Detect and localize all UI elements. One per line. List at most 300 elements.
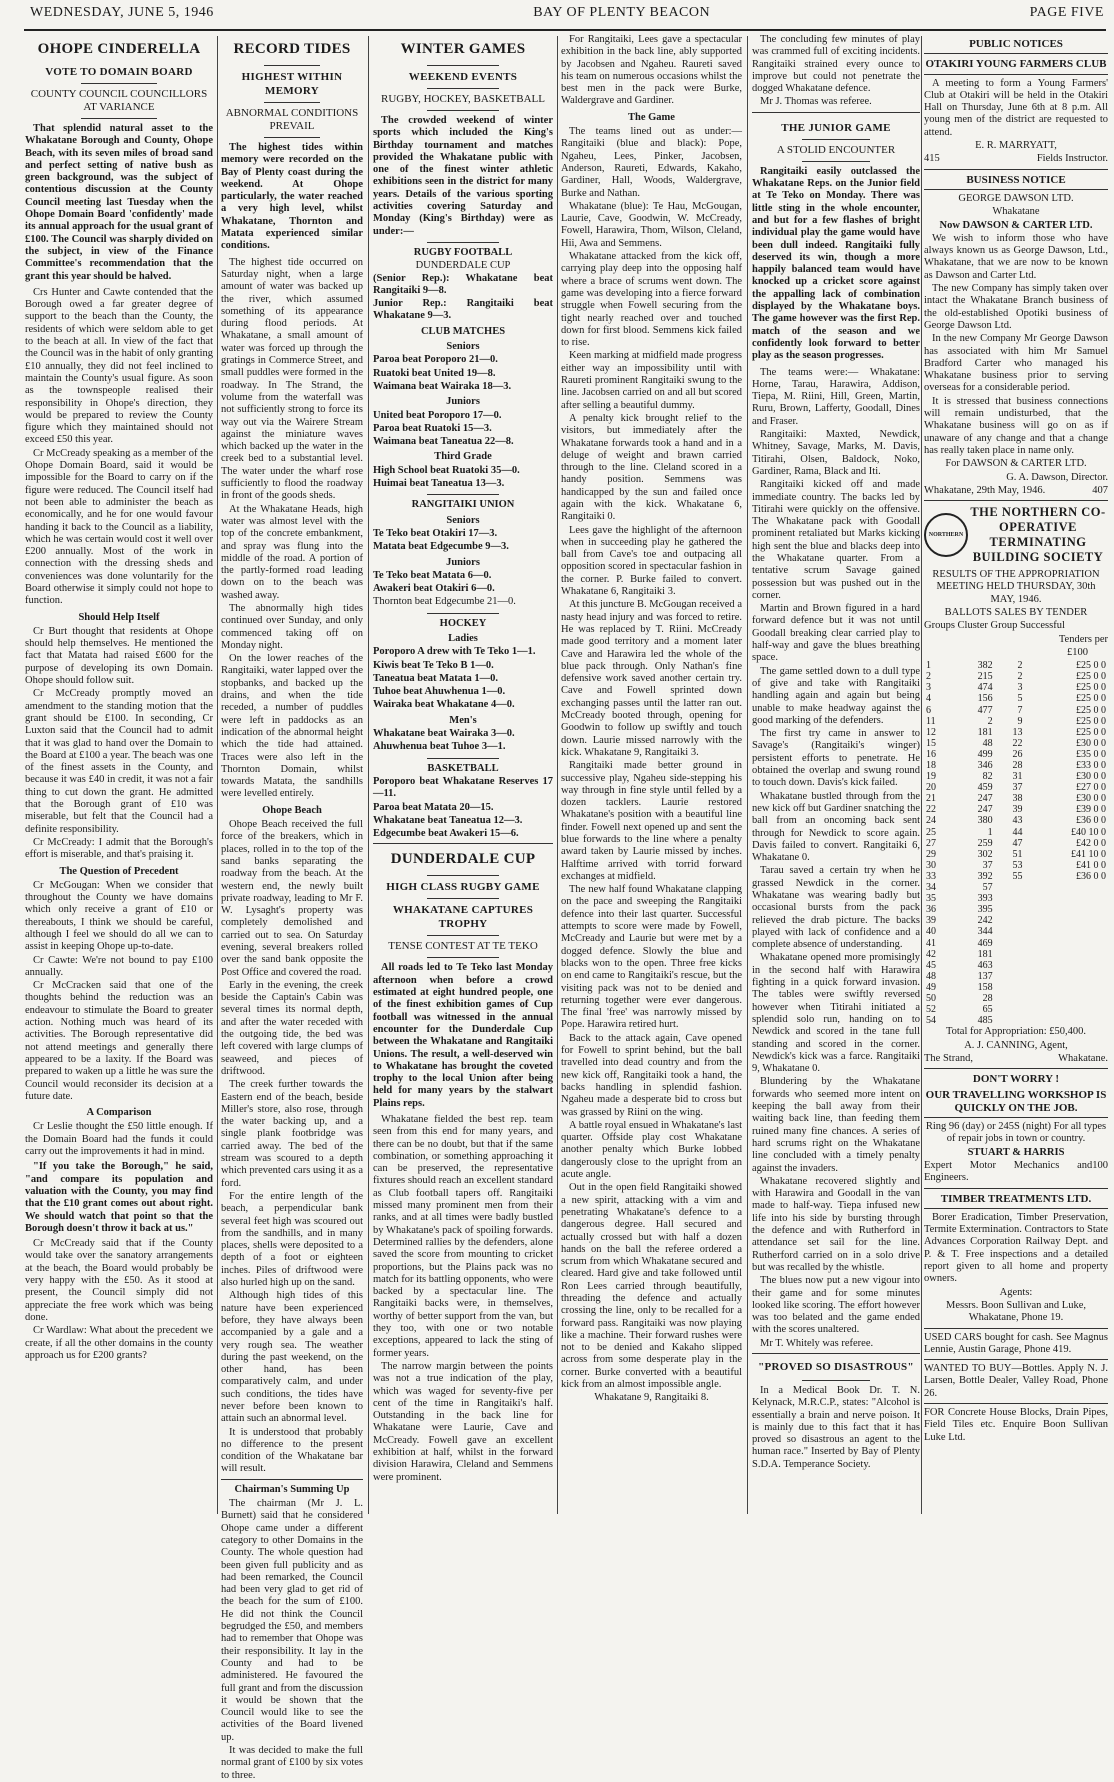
table-cell: 28 (1012, 760, 1023, 772)
table-cell: 31 (1012, 771, 1023, 783)
table-cell: 392 (977, 870, 993, 882)
table-cell (995, 982, 1025, 993)
subheading: Third Grade (434, 451, 492, 463)
table-cell: £36 0 0 (1076, 815, 1106, 827)
divider (924, 1068, 1108, 1069)
divider (924, 53, 1108, 54)
table-cell (1025, 993, 1108, 1004)
table-cell: 38 (1012, 793, 1023, 805)
section-heading: RUGBY FOOTBALL (413, 246, 513, 258)
ad-footer (924, 1160, 1108, 1185)
results-heading: RESULTS OF THE APPROPRIATION MEETING HELD THURSDAY, 30th MAY, 1946. (932, 569, 1100, 605)
divider (427, 110, 499, 111)
table-cell: 18 (926, 760, 936, 772)
table-cell: 26 (1012, 748, 1023, 760)
paragraph: The abnormally high tides continued over Sunday, and only commenced taking off on Monday night. (221, 602, 363, 651)
paragraph: The concluding few minutes of play was crammed full of exciting incidents. Rangitaiki strained every ounce to improve but could not penetrate the dogged Whakatane defence. (752, 34, 920, 95)
result: High School beat Ruatoki 35—0. (373, 464, 520, 476)
table-cell: 65 (982, 1004, 993, 1016)
table-cell: 259 (977, 837, 993, 849)
paragraph: Cr Leslie thought the £50 little enough. If the Domain Board had the funds it could carry out the improvements it had in mind. (25, 1121, 213, 1158)
result: Matata beat Edgecumbe 9—3. (373, 541, 509, 553)
subheading: Seniors (446, 514, 480, 526)
table-cell: £25 0 0 (1076, 715, 1106, 727)
result: Waimana beat Wairaka 18—3. (373, 380, 512, 392)
divider (924, 1403, 1108, 1404)
table-cell: 2 (1017, 660, 1023, 672)
divider (924, 1208, 1108, 1209)
divider (264, 102, 321, 103)
table-row (924, 671, 1108, 682)
table-cell (1025, 971, 1108, 982)
table-cell: 50 (926, 992, 936, 1004)
agent-name: A. J. CANNING, Agent, (964, 1039, 1068, 1051)
result: Poroporo A drew with Te Teko 1—1. (373, 646, 536, 658)
section-heading: BASKETBALL (427, 762, 499, 774)
table-cell: 485 (977, 1015, 993, 1027)
table-cell: 474 (977, 682, 993, 694)
table-row (924, 760, 1108, 771)
notice-text: We wish to inform those who have always known us as George Dawson, Ltd., Whakatane, that we are now to be known as Dawson and Carter Ltd. (924, 232, 1108, 281)
table-cell: 13 (1012, 726, 1023, 738)
headline: OHOPE CINDERELLA (37, 41, 201, 57)
table-cell (995, 904, 1025, 915)
table-cell (1025, 938, 1108, 949)
table-cell: 9 (1017, 715, 1023, 727)
table-cell: 28 (982, 992, 993, 1004)
result: Kiwis beat Te Teko B 1—0. (373, 659, 494, 671)
table-cell: 27 (926, 837, 936, 849)
table-cell: £30 0 0 (1076, 793, 1106, 805)
result: United beat Poroporo 17—0. (373, 409, 502, 421)
divider (427, 494, 499, 495)
table-cell: £30 0 0 (1076, 737, 1106, 749)
ad-text: Ring 96 (day) or 245S (night) For all types of repair jobs in town or country. (925, 1121, 1107, 1145)
ballots-heading: BALLOTS SALES BY TENDER (944, 606, 1088, 618)
table-cell: 395 (977, 904, 993, 916)
column-divider (217, 36, 218, 1514)
paragraph: Rangitaiki kicked off and made immediate country. The backs led by Titirahi were quickly on the offensive. The Whakatane pack with Goodall prominent retaliated but Marks kicking high sent the blue and blacks deep into the Whakatane quarter. From a tentative scrum Savage gained possession but was pushed out in the corner. (752, 479, 920, 601)
table-cell: 22 (1012, 737, 1023, 749)
agent-street: The Strand, (924, 1052, 973, 1064)
divider (264, 137, 321, 138)
divider (924, 189, 1108, 190)
table-cell: £25 0 0 (1076, 704, 1106, 716)
result: Poroporo beat Whakatane Reserves 17—11. (373, 775, 553, 800)
table-row (924, 871, 1108, 882)
subheading: DUNDERDALE CUP (415, 260, 511, 272)
table-cell: £39 0 0 (1076, 804, 1106, 816)
table-row (924, 949, 1108, 960)
table-cell: 346 (977, 760, 993, 772)
firm-new-name: Now DAWSON & CARTER LTD. (939, 219, 1093, 231)
table-cell: 36 (926, 904, 936, 916)
table-row (924, 827, 1108, 838)
table-cell: £30 0 0 (1076, 771, 1106, 783)
deck: WEEKEND EVENTS (408, 71, 518, 83)
table-cell (1025, 926, 1108, 937)
table-cell: 382 (977, 660, 993, 672)
table-header: Groups Cluster Group Successful (924, 620, 1065, 632)
table-cell: £36 0 0 (1076, 870, 1106, 882)
paragraph: Cr McCready speaking as a member of the Ohope Domain Board, said it would be impossible for the Board to carry on if the figure were reduced. The Council itself had not been able to administer the beach as economically, and he for one would favour handing it back to the Council as a liability, which he was certain would cost it well over £200 annually. Most of the work in connection with the dressing sheds and conveniences was done voluntarily for the Board otherwise it simply could not hope to function. (25, 447, 213, 607)
agent-town: Whakatane. (1058, 1052, 1108, 1064)
table-cell: 11 (926, 715, 936, 727)
headline: WINTER GAMES (400, 41, 526, 57)
ad-heading: TIMBER TREATMENTS LTD. (940, 1192, 1092, 1205)
divider (427, 898, 499, 899)
paragraph: The game settled down to a dull type of give and take with Rangitaiki handling again and again but being unable to make headway against the good marking of the defenders. (752, 665, 920, 726)
agent-address (924, 1053, 1108, 1065)
notice-text: In the new Company Mr George Dawson has associated with him Mr Samuel Bradford Carter who managed his Whakatane business prior to serving overseas for a considerable period. (924, 333, 1108, 394)
table-cell: 44 (1012, 826, 1023, 838)
table-cell: 15 (926, 737, 936, 749)
table-cell: 45 (926, 959, 936, 971)
table-cell: 247 (977, 804, 993, 816)
result: Paroa beat Matata 20—15. (373, 801, 494, 813)
paragraph: For Rangitaiki, Lees gave a spectacular exhibition in the back line, ably supported by Jacobsen and Ngaheu. Raureti saved his team on numerous occasions whilst the best men in the pack were Burke, Waldergrave and Gardiner. (561, 34, 742, 107)
paragraph: A battle royal ensued in Whakatane's last quarter. Offside play cost Whakatane another penalty which Burke lobbed dangerously close to the upright from an acute angle. (561, 1119, 742, 1181)
paragraph: Blundering by the Whakatane forwards who seemed more intent on keeping the ball away from their waiting back line, than feeding them ruined many fine chances. A series of hard scrums right on the Whakatane line concluded with a timely penalty against the invaders. (752, 1076, 920, 1174)
table-row (924, 960, 1108, 971)
column-divider (368, 36, 369, 1514)
society-name: THE NORTHERN CO-OPERATIVE TERMINATING BUILDING SOCIETY (970, 505, 1106, 565)
table-cell: 35 (926, 893, 936, 905)
paragraph: A penalty kick brought relief to the visitors, but immediately after the Whakatane forwards took a hand and in a deluge of weight and brawn carried through to the line. Cleland scored in a handy position. Semmens was handicapped by the sun and failed once again with the kick. Whakatane 6, Rangitaiki 0. (561, 412, 742, 523)
article-dunderdale-cup-continued (561, 34, 742, 1516)
table-cell: 55 (1012, 870, 1023, 882)
table-cell: 21 (926, 793, 936, 805)
section-heading: HOCKEY (439, 617, 487, 629)
table-cell: 53 (1012, 859, 1023, 871)
notice-signature: E. R. MARRYATT, (975, 140, 1057, 152)
result: Ahuwhenua beat Tuhoe 3—1. (373, 741, 506, 753)
lead-paragraph: That splendid natural asset to the Whakatane Borough and County, Ohope Beach, with its seven miles of broad sand and perfect setting of native bush as green background, was the subject of contentious discussion at the County Council meeting last Tuesday when the Ohope Domain Board 'confidently' made its annual approach for the usual grant of £100. The Council was sharply divided on the subject, in view of the Finance Committee's recommendation that the grant this year should be halved. (25, 123, 213, 282)
paragraph: Out in the open field Rangitaiki showed a new spirit, attacking with a vim and penetrating Whakatane's defence to a dangerous degree. Hall secured and actually crossed but with half a dozen hands on the ball the referee ordered a scrum from which Whakatane secured and cleared. Hard give and take followed until Ron Lees carried through beautifully, threading the defence and actually crossing the line, only to be recalled for a forward pass. Rangitaiki was now playing like a machine. Their forward rushes were not to be denied and Kakaho slipped across from some desperate play in the corner. Burke converted with a beautiful kick from an almost impossible angle. (561, 1182, 742, 1391)
divider (427, 935, 499, 936)
table-row (924, 982, 1108, 993)
divider (427, 613, 499, 614)
table-cell: £42 0 0 (1076, 837, 1106, 849)
result: Paroa beat Poroporo 21—0. (373, 354, 498, 366)
table-cell: 30 (926, 859, 936, 871)
ad-ref: 100 (1092, 1159, 1108, 1171)
table-cell: £25 0 0 (1076, 726, 1106, 738)
table-cell (995, 926, 1025, 937)
table-cell: 37 (982, 859, 993, 871)
table-cell: £25 0 0 (1076, 671, 1106, 683)
paragraph: Crs Hunter and Cawte contended that the Borough owed a far greater degree of support to the beach than the County, the residents of which were seldom able to get to the beach at all. In view of the fact that the Council was in the habit of only granting £10 annually, they did not feel inclined to maintain the County's usual figure. As soon as the townspeople realised their responsibility in Ohope's direction, they would be prepared to review the County figure which they maintained should not exceed £50 this year. (25, 286, 213, 446)
table-cell: 42 (926, 948, 936, 960)
paper-title: BAY OF PLENTY BEACON (533, 5, 711, 20)
notice-heading: OTAKIRI YOUNG FARMERS CLUB (925, 58, 1107, 71)
table-cell: 1 (987, 826, 993, 838)
divider (924, 500, 1108, 501)
paragraph: At this juncture B. McGougan received a nasty head injury and was forced to retire. He was replaced by T. Riini. McCready made good territory and a moment later Cave and Harawira led the whole of the blue pack through. Only Nathan's fine defensive work saved another certain try. Cave and Fowell sprinted down exchanging passes until the latter ran out. McCready booted through, opening for Goodwin to follow up swiftly and touch down. Laurie missed narrowly with the kick. Whakatane 9, Rangitaiki 3. (561, 599, 742, 758)
table-row (924, 660, 1108, 671)
result: Huimai beat Taneatua 13—3. (373, 478, 505, 490)
table-cell (1025, 949, 1108, 960)
deck: RUGBY, HOCKEY, BASKETBALL (380, 93, 545, 105)
table-cell: 57 (982, 882, 993, 894)
paragraph: Lees gave the highlight of the afternoon when in succeeding play he gathered the ball from Cave's toe and outpacing all opposition scored in spectacular fashion in the corner. P. Burke failed to convert. Whakatane 6, Rangitaiki 3. (561, 524, 742, 598)
table-cell (995, 1015, 1025, 1026)
divider (427, 88, 499, 89)
classified-ad: USED CARS bought for cash. See Magnus Lennie, Austin Garage, Phone 419. (924, 1331, 1108, 1355)
table-cell: 22 (926, 804, 936, 816)
paragraph: Cr McCready: I admit that the Borough's effort is miserable, and that's praising it. (25, 836, 213, 861)
table-row (924, 782, 1108, 793)
paragraph: Mr J. Thomas was referee. (760, 96, 872, 108)
subheading: Should Help Itself (78, 611, 160, 623)
paragraph: At the Whakatane Heads, high water was almost level with the top of the concrete embankment, and spray was flung into the middle of the road. A portion of the partly-formed road leading down on to the beach was washed away. (221, 503, 363, 601)
table-cell: 37 (1012, 782, 1023, 794)
table-row (924, 904, 1108, 915)
table-cell: £35 0 0 (1076, 748, 1106, 760)
table-cell: 1 (926, 660, 931, 672)
paragraph: Although high tides of this nature have been experienced before, they have always been accompanied by a gale and a very rough sea. The weather during the past weekend, on the other hand, has been comparatively calm, and under such conditions, the tides have never before been known to attain such an abnormal level. (221, 1290, 363, 1425)
deck: ABNORMAL CONDITIONS PREVAIL (225, 107, 359, 132)
deck: HIGHEST WITHIN MEMORY (241, 71, 343, 97)
subheading: CLUB MATCHES (420, 325, 506, 337)
table-row (924, 727, 1108, 738)
divider (752, 1353, 920, 1354)
result: Thornton beat Edgecumbe 21—0. (373, 596, 516, 608)
classified-ad: WANTED TO BUY—Bottles. Apply N. J. Larsen, Bottle Dealer, Valley Road, Phone 26. (924, 1363, 1108, 1399)
table-cell: 39 (1012, 804, 1023, 816)
table-cell (1025, 915, 1108, 926)
table-cell: 29 (926, 848, 936, 860)
paragraph: Whakatane recovered slightly and with Harawira and Goodall in the van made to half-way. Tiepa infused new life into his side by bursting through the defence and with Rutherford in attendance set sail for the line. Rutherford carried on in a solo drive but was recalled by the whistle. (752, 1175, 920, 1273)
society-seal (924, 513, 968, 557)
table-cell: 49 (926, 981, 936, 993)
table-row (924, 682, 1108, 693)
table-row (924, 693, 1108, 704)
table-cell: £33 0 0 (1076, 760, 1106, 772)
notice-footer (924, 153, 1108, 165)
paragraph: For the entire length of the beach, a perpendicular bank several feet high was scoured out from the sandhills, and in many places, shells were deposited to a depth of a foot or eighteen inches. Piles of driftwood were also hurled high up on the sand. (221, 1190, 363, 1289)
lead-paragraph: The crowded weekend of winter sports which included the King's Birthday tournament and matches provided the Whakatane public with one of the finest winter athletic exhibitions seen in the district for many years. Details of the various sporting activities covering Saturday and Monday (King's Birthday) were as under:— (373, 115, 553, 237)
paragraph: Back to the attack again, Cave opened for Fowell to sprint behind, but the ball travelled into dead country and from the new kick off, Rangitaiki took a hand, the backs handling in splendid fashion. Ngaheu made a desperate bid to cross but was grassed by Riini on the wing. (561, 1032, 742, 1118)
table-cell: £25 0 0 (1076, 682, 1106, 694)
paragraph: Whakatane attacked from the kick off, carrying play deep into the opposing half where a brace of scrums went down. The game was developing into a fierce forward struggle when Fowell securing from the tight nearly reached over and touched down for first blood. Semmens kick failed to rise. (561, 251, 742, 349)
paragraph: Cr Cawte: We're not bound to pay £100 annually. (25, 954, 213, 978)
classified-ad: FOR Concrete House Blocks, Drain Pipes, Field Tiles etc. Enquire Boon Sullivan Luke Ltd. (924, 1406, 1108, 1443)
table-row (924, 749, 1108, 760)
subheading: Chairman's Summing Up (234, 1483, 350, 1495)
table-cell: 41 (926, 937, 936, 949)
column-divider (921, 36, 922, 1514)
notice-text: It is stressed that business connections will remain undisturbed, that the Whakatane business will go on as if unaware of any change and that a change has really taken place in name only. (924, 395, 1108, 456)
divider (427, 242, 499, 243)
table-row (924, 804, 1108, 815)
divider (81, 118, 156, 119)
divider (802, 161, 869, 162)
notice-text: The new Company has simply taken over intact the Whakatane Branch business of the old-established Opotiki business of George Dawson Ltd. (924, 283, 1108, 331)
result: Awakeri beat Otakiri 6—0. (373, 583, 495, 595)
firm-trade: Expert Motor Mechanics and Engineers. (924, 1159, 1093, 1184)
table-row (924, 915, 1108, 926)
ad-text: Borer Eradication, Timber Preservation, Termite Extermination. Contractors to State Advances Corporation Railway Dept. and P. & T. Free inspections and a detailed report given to all home and property owners. (924, 1211, 1108, 1285)
subheading: Juniors (446, 556, 480, 568)
table-row (924, 1004, 1108, 1015)
table-row (924, 1015, 1108, 1026)
result: Te Teko beat Matata 6—0. (373, 569, 492, 581)
paragraph: The teams were:— Whakatane: Horne, Tarau, Harawira, Addison, Tiepa, M. Riini, Hill, Green, Martin, Ruru, Brown, Lafferty, Goodall, Dines and Fraser. (752, 366, 920, 427)
divider (924, 1328, 1108, 1329)
paragraph: Cr Burt thought that residents at Ohope should help themselves. He mentioned the fact that Matata had raised £600 for the purpose of developing its own Domain. Ohope should follow suit. (25, 625, 213, 687)
paragraph: The chairman (Mr J. L. Burnett) said that he considered Ohope came under a different category to other Domains in the County. The whole question had been given full publicity and as had been remarked, the Council had been very glad to get rid of the beach for the sum of £100. He did not think the Council begrudged the £50, and members had to remember that Ohope was their responsibility. It lay in the County and had to be administered. He favoured the full grant and from the discussion it would be shown that the Council would like to see the activities of the Board livened up. (221, 1498, 363, 1743)
notice-title: Fields Instructor. (1036, 153, 1108, 165)
result: Te Teko beat Otakiri 17—3. (373, 527, 498, 539)
firm-name: GEORGE DAWSON LTD. (958, 192, 1074, 204)
table-cell: 3 (926, 682, 931, 694)
paragraph: It is understood that probably no difference to the present condition of the Whakatane bar will result. (221, 1426, 363, 1475)
table-row (924, 838, 1108, 849)
subheading: Men's (449, 714, 477, 726)
paragraph: Cr McCready said that if the County would take over the sanatory arrangements at the beach, the Board would probably be very happy with the £50. As it stood at present, the Council simply did not appreciate the free work which was being done. (25, 1238, 213, 1323)
divider (221, 1479, 363, 1480)
divider (924, 1188, 1108, 1189)
table-cell: 181 (977, 948, 993, 960)
result: Wairaka beat Whakatane 4—0. (373, 699, 515, 711)
table-cell: 43 (1012, 815, 1023, 827)
table-cell (1025, 960, 1108, 971)
table-cell: £41 10 0 (1071, 848, 1106, 860)
table-cell: 242 (977, 915, 993, 927)
divider (81, 83, 156, 84)
seal-text: NORTHERN (928, 531, 964, 538)
table-cell (1025, 882, 1108, 893)
table-cell: 463 (977, 959, 993, 971)
table-row (924, 815, 1108, 826)
table-cell (1025, 1004, 1108, 1015)
table-cell: 477 (977, 704, 993, 716)
ad-ref: 407 (1092, 484, 1108, 496)
table-cell: 47 (1012, 837, 1023, 849)
divider (924, 74, 1108, 75)
table-cell (995, 915, 1025, 926)
notice-footer (924, 485, 1108, 497)
table-cell: 48 (926, 970, 936, 982)
divider (924, 1359, 1108, 1360)
notice-date: Whakatane, 29th May, 1946. (924, 484, 1046, 496)
result: Waimana beat Taneatua 22—8. (373, 436, 514, 448)
article-ohope-cinderella (25, 34, 213, 1516)
table-cell: 2 (1017, 671, 1023, 683)
table-cell: 20 (926, 782, 936, 794)
deck: TENSE CONTEST AT TE TEKO (388, 940, 538, 953)
table-cell (995, 960, 1025, 971)
deck: HIGH CLASS RUGBY GAME (386, 881, 540, 894)
issue-date: WEDNESDAY, JUNE 5, 1946 (30, 5, 214, 20)
paragraph: Cr Wardlaw: What about the precedent we create, if all the other domains in the county approach us for £200 grants? (25, 1325, 213, 1361)
table-row (924, 738, 1108, 749)
headline: "PROVED SO DISASTROUS" (758, 1360, 914, 1373)
table-cell: 181 (977, 726, 993, 738)
paragraph: The blues now put a new vigour into their game and for some minutes looked like scoring. The effort however was too belated and the game ended with the scores unaltered. (752, 1275, 920, 1336)
paragraph: The first try came in answer to Savage's (Rangitaiki's winger) persistent efforts to penetrate. He obtained the overlap and swung round to touch down. Davis's kick failed. (752, 728, 920, 789)
table-cell: 39 (926, 915, 936, 927)
table-cell: 499 (977, 748, 993, 760)
result: Tuhoe beat Ahuwhenua 1—0. (373, 686, 506, 698)
table-row (924, 849, 1108, 860)
table-row (924, 926, 1108, 937)
table-row (924, 771, 1108, 782)
table-cell: 51 (1012, 848, 1023, 860)
paragraph: The narrow margin between the points was not a true indication of the play, which was waged for seventy-five per cent of the time in Rangitaiki's half. Outstanding in the back line for Whakatane were Laurie, Cave and McCready. Fowell gave an excellent exhibition at half, whilst in the forward division Harawira, Cleland and Semmens were prominent. (373, 1360, 553, 1483)
paragraph: Rangitaiki: Maxted, Newdick, Whitney, Savage, Marks, M. Davis, Titirahi, Olsen, Baldock, Noko, Gardiner, Rama, Black and Iti. (752, 429, 920, 477)
section-heading: PUBLIC NOTICES (969, 38, 1063, 50)
divider (427, 65, 499, 66)
table-cell: £40 10 0 (1071, 826, 1106, 838)
paragraph: Whakatane (blue): Te Hau, McGougan, Laurie, Cave, Goodwin, W. McCready, Fowell, Harawira, Thom, Wilson, Cleland, Hii, Awa and Semmens. (561, 200, 742, 249)
ballot-table (924, 660, 1108, 1026)
table-cell: 2 (987, 715, 993, 727)
subheading: A Comparison (86, 1107, 152, 1119)
paragraph: Mr T. Whitely was referee. (760, 1337, 874, 1349)
table-cell (995, 993, 1025, 1004)
subheading: Seniors (446, 341, 480, 353)
table-cell (995, 949, 1025, 960)
masthead (0, 0, 1114, 26)
table-cell: 247 (977, 793, 993, 805)
table-cell: 7 (1017, 704, 1023, 716)
lead-paragraph: All roads led to Te Teko last Monday afternoon when before a crowd estimated at eight hundred people, one of the finest exhibition games of Cup football was witnessed in the annual encounter for the Dunderdale Cup between the Whakatane and Rangitaiki Unions. The result, a well-deserved win to Whakatane has brought the coveted trophy to the local Union after being held for many years by the stalwart Plains reps. (373, 962, 553, 1109)
subheading: The Game (628, 111, 675, 123)
table-cell (995, 971, 1025, 982)
appropriation-total: Total for Appropriation: £50,400. (945, 1026, 1087, 1038)
table-row (924, 705, 1108, 716)
paragraph: Rangitaiki made better ground in successive play, Ngaheu side-stepping his way through in fine style until felled by a dozen tacklers. Laurie restored Whakatane's position with a beautiful line finder. Fowell next opened up and sent the blue forwards to the line where a penalty award taken by Laurie missed by inches. Halftime arrived with torrid forward exchanges at midfield. (561, 760, 742, 882)
article-junior-game (752, 34, 920, 1516)
paragraph: In a Medical Book Dr. T. N. Kelynack, M.R.C.P., states: "Alcohol is essentially a brain and nerve poison. It is mainly due to this fact that it has proved so disastrous an agent to the human race." Inserted by Bay of Plenty S.D.A. Temperance Society. (752, 1384, 920, 1470)
result: Paroa beat Ruatoki 15—3. (373, 422, 492, 434)
table-cell: 215 (977, 671, 993, 683)
table-header: £100 (1067, 646, 1088, 658)
page-number: PAGE FIVE (1029, 5, 1104, 20)
table-cell: 33 (926, 870, 936, 882)
table-cell (995, 938, 1025, 949)
final-score: Whakatane 9, Rangitaiki 8. (594, 1392, 709, 1404)
table-cell: 24 (926, 815, 936, 827)
headline: RECORD TIDES (233, 41, 351, 57)
table-cell: 6 (926, 704, 931, 716)
paragraph: Whakatane bustled through from the new kick off but Gardiner snatching the ball from an oncoming back sent through for Newdick to score again. Davis failed to convert. Rangitaiki 6, Whakatane 0. (752, 790, 920, 864)
divider (752, 112, 920, 113)
table-row (924, 716, 1108, 727)
table-row (924, 938, 1108, 949)
result: (Senior Rep.): Whakatane beat Rangitaiki 9—8. (373, 272, 553, 296)
table-cell: 52 (926, 1004, 936, 1016)
table-cell: 2 (926, 671, 931, 683)
result: Whakatane beat Taneatua 12—3. (373, 814, 523, 826)
table-row (924, 893, 1108, 904)
paragraph: The highest tide occurred on Saturday night, when a large amount of water was backed up the river, which assumed something of its appearance during flood periods. At Whakatane, a small amount of water was forced up through the gratings in Commerce Street, and small puddles were formed in the roadway. In The Strand, the volume from the waterfall was not sufficiently strong to force its way out via the Wairere Stream against the miniature waves which backed up the water in the creek bed to a substantial level. The water under the wharf rose sufficiently to flood the roadway in front of the goods sheds. (221, 256, 363, 502)
paragraph: The new half found Whakatane clapping on the pace and sweeping the Rangitaiki defence into their last quarter. Successful attempts to score were made by Fowell, McCready and Laurie but were met by a dogged defence. Slowly the blue and blacks won to the open. Three free kicks on end came to Rangitaiki's rescue, but the visiting pack was not to be denied and returning together were ever dangerous. The final 'free' was narrowly missed by Pope. Harawira retired hurt. (561, 884, 742, 1031)
table-cell: 48 (982, 737, 993, 749)
table-cell: 137 (977, 970, 993, 982)
paragraph: The teams lined out as under:— Rangitaiki (blue and black): Pope, Ngaheu, Lees, Pinker, Jacobsen, Anderson, Raureti, Edwards, Kakaho, Gardiner, Hall, Woods, Waldergrave, Burke and Nathan. (561, 126, 742, 199)
society-banner (924, 505, 1108, 565)
table-cell: 3 (1017, 682, 1023, 694)
table-cell: 25 (926, 826, 936, 838)
table-cell: £41 0 0 (1076, 859, 1106, 871)
paragraph: Whakatane opened more promisingly in the second half with Harawira fighting in a quick forward invasion. The tables were swiftly reversed however when Titirahi initiated a splendid solo run, handing on to Newdick and scored in the tane full standing and scored in the corner. Newdick's kick was a farce. Rangitaiki 9, Whakatane 0. (752, 952, 920, 1075)
result: Ruatoki beat United 19—8. (373, 367, 496, 379)
notice-heading: BUSINESS NOTICE (966, 173, 1066, 186)
article-winter-games (373, 34, 553, 1516)
